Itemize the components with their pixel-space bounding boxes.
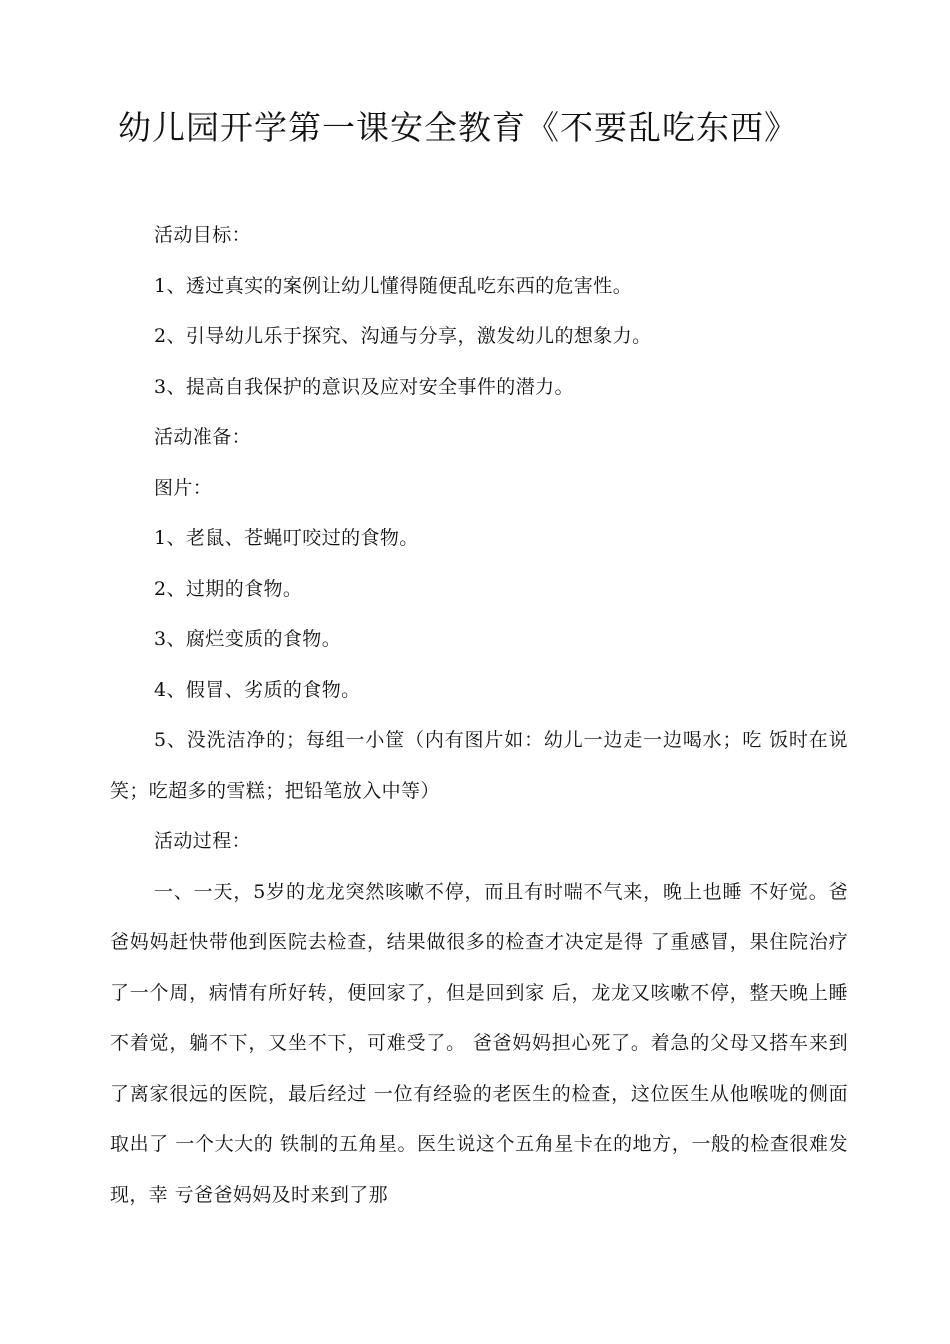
paragraph: 5、没洗洁净的；每组一小筐（内有图片如：幼儿一边走一边喝水；吃 饭时在说笑；吃超多的雪糕；把铅笔放入中等）	[110, 729, 848, 802]
paragraph: 图片：	[154, 476, 213, 499]
paragraph: 活动过程：	[154, 830, 252, 852]
paragraph: 活动准备：	[154, 426, 252, 448]
paragraph: 1、老鼠、苍蝇叮咬过的食物。	[154, 527, 419, 549]
paragraph: 1、透过真实的案例让幼儿懂得随便乱吃东西的危害性。	[154, 274, 633, 297]
paragraph: 4、假冒、劣质的食物。	[154, 678, 361, 701]
paragraph: 2、引导幼儿乐于探究、沟通与分享，激发幼儿的想象力。	[154, 325, 652, 347]
paragraph: 活动目标：	[154, 224, 252, 246]
paragraph: 3、腐烂变质的食物。	[154, 628, 342, 650]
paragraph: 3、提高自我保护的意识及应对安全事件的潜力。	[154, 375, 574, 398]
document-body	[110, 210, 848, 1220]
document-title: 幼儿园开学第一课安全教育《不要乱吃东西》	[118, 108, 798, 147]
paragraph: 一、一天，5岁的龙龙突然咳嗽不停，而且有时喘不气来，晚上也睡 不好觉。爸爸妈妈赶快带他到医院去检查，结果做很多的检查才决定是得 了重感冒，果住院治疗了一个周，病情有所好转，便回家了，但是回到家 后，龙龙又咳嗽不停，整天晚上睡不着觉，躺不下，又坐不下，可难受了。 爸爸妈妈担心死了。着急的父母又搭车来到了离家很远的医院，最后经过 一位有经验的老医生的检查，这位医生从他喉咙的侧面取出了 一个大大的 铁制的五角星。医生说这个五角星卡在的地方，一般的检查很难发现，幸 亏爸爸妈妈及时来到了那	[110, 880, 848, 1206]
paragraph: 2、过期的食物。	[154, 577, 303, 600]
